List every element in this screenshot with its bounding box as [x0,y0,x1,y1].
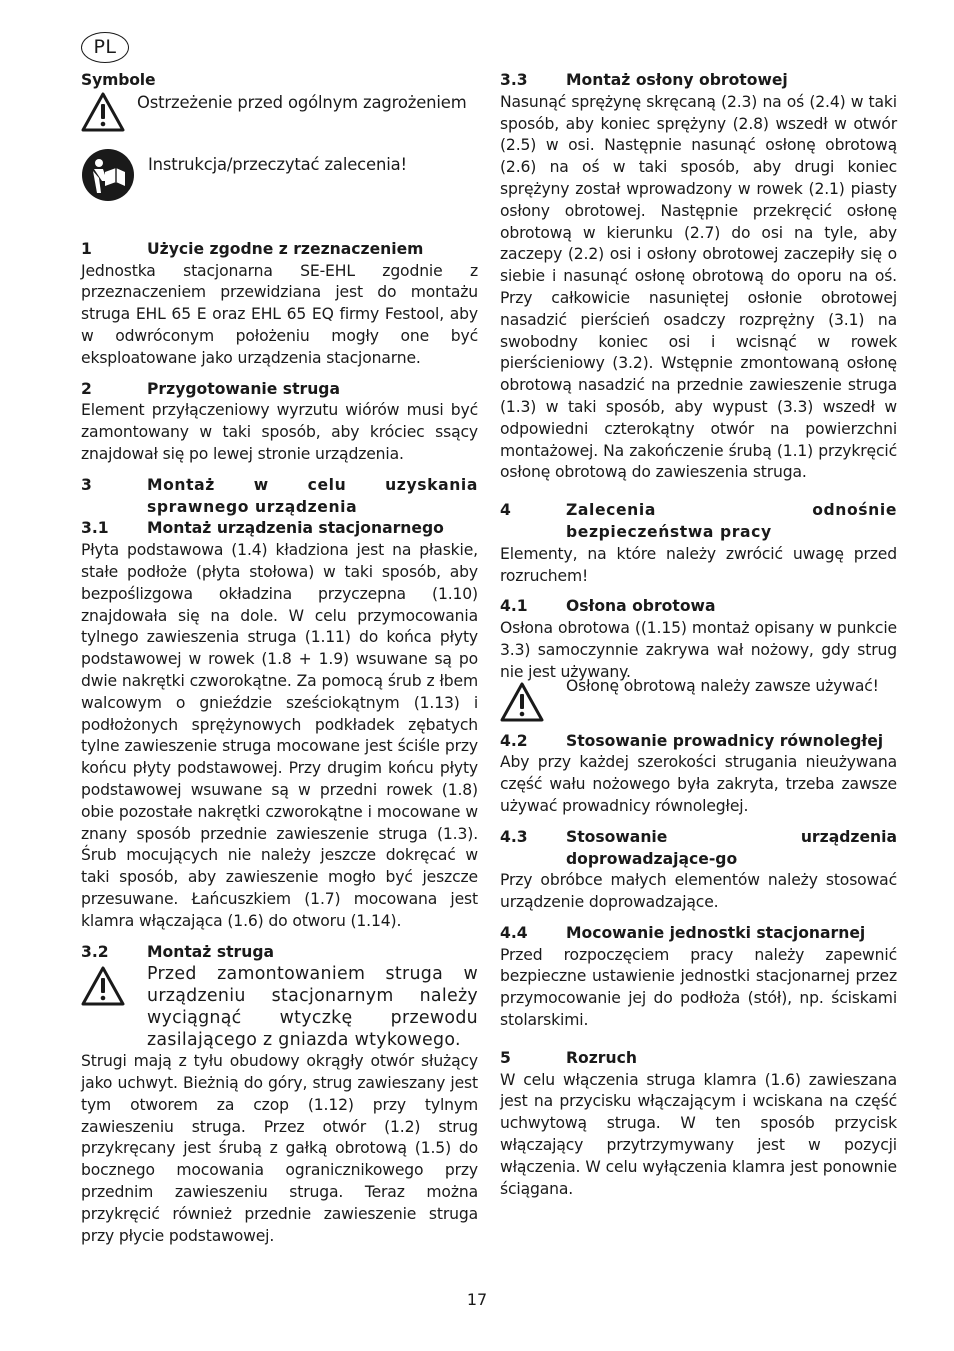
section-4-2-heading: 4.2 Stosowanie prowadnicy równoległej [500,731,884,750]
section-4-1-warning-text: Osłonę obrotową należy zawsze używać! [566,676,879,695]
symbols-heading: Symbole [81,71,156,89]
page-number: 17 [466,1290,488,1309]
section-4-1-text: Osłona obrotowa ((1.15) montaż opisany w punkcie 3.3) samoczynnie zakrywa wał nożowy, gdy strug nie jest używany. [500,619,897,681]
section-4-4-text: Przed rozpoczęciem pracy należy zapewnić bezpieczne ustawienie jednostki stacjonarnej przez przymocowanie jej do podłoża (stół), np. ściskami stolarskimi. [500,945,897,1030]
symbol-warning-row [81,92,478,132]
warning-triangle-icon [500,682,544,722]
section-5-heading: 5 Rozruch [500,1048,637,1067]
section-1-text: Jednostka stacjonarna SE-EHL zgodnie z przeznaczeniem przewidziana jest do montażu struga EHL 65 E oraz EHL 65 EQ firmy Festool, aby w odwróconym położeniu mogły one być eksploatowane jako urządzenia stacjonarne. [81,261,478,367]
section-4-1-heading: 4.1 Osłona obrotowa [500,597,716,616]
section-3-1-heading: 3.1 Montaż urządzenia stacjonarnego [81,519,444,538]
section-3-2-warning-text: Przed zamontowaniem struga w urządzeniu stacjonarnym należy wyciągnąć wtyczkę przewodu zasilającego z gniazda wtykowego. [147,964,478,1051]
section-2-heading: 2 Przygotowanie struga [81,379,340,398]
section-3-2-text: Strugi mają z tyłu obudowy okrągły otwór służący jako uchwyt. Bieżnią do góry, strug zawieszany jest tym otworem za czop (1.12) przy tylnym zawieszeniu struga. Przez otwór (1.2) strug przykręcany jest śrubą z gałką obrotową (1.5) do bocznego mocowania ogranicznikowego przy przednim zawieszeniu struga. Teraz można przykręcić również przednie zawieszenie struga przy płycie podstawowej. [81,1052,478,1245]
section-3-1-text: Płyta podstawowa (1.4) kładziona jest na płaskie, stałe podłoże (płyta stołowa) w taki sposób, aby bezpoślizgowa okładzina przyczepna (1.10) znajdowała się na dole. W celu przymocowania tylnego zawieszenia struga (1.11) do końca płyty podstawowej w rowek (1.8 + 1.9) wsuwane są po dwie nakrętki czworokątne. Za pomocą śrub z łbem walcowym o gnieździe sześciokątnym (1.13) i podłożonych sprężynowych podkładek zębatych tylne zawieszenie struga mocowane jest ściśle przy końcu płyty podstawowej. Przy drugim końcu płyty podstawowej wsuwane są w przedni rowek (1.8) obie pozostałe nakrętki czworokątne i mocowane w znany sposób przednie zawieszenie struga (1.3). Śrub mocujących nie należy jeszcze dokręcać w taki sposób, aby zawieszenie mogło być jeszcze przesuwane. Łańcuszkiem (1.7) mocowana jest klamra włączająca (1.6) do otworu (1.14). [81,541,478,930]
read-manual-icon [81,148,135,202]
section-5-text: W celu włączenia struga klamra (1.6) zawieszana jest na przycisku włączającym i wciskana na część uchwytową struga. W ten sposób przycisk włączający przytrzymywany jest w pozycji włączenia. W celu wyłączenia klamra jest ponownie ściągana. [500,1070,897,1198]
right-column [500,70,897,1200]
section-4-heading: 4 Zalecenia odnośnie bezpieczeństwa pracy [500,501,897,541]
section-4-text: Elementy, na które należy zwrócić uwagę przed rozruchem! [500,544,897,585]
section-1-heading: 1 Użycie zgodne z rzeznaczeniem [81,239,424,258]
section-3-3-text: Nasunąć sprężynę skręcaną (2.3) na oś (2.4) w taki sposób, aby koniec sprężyny (2.8) wszedł w otwór (2.5) w osi. Następnie nasunąć osłonę obrotową (2.6) na oś w taki sposób, aby drugi koniec sprężyny został wprowadzony w rowek (2.1) piasty osłony obrotowej. Następnie przekręcić osłonę obrotową w kierunku (2.7) do osi na tyle, aby zaczepy (2.2) osi i osłony obrotowej zaczepiły się o siebie i nasunąć osłonę obrotową do oporu na oś. Przy całkowicie nasuniętej osłonie obrotowej nasadzić pierścień osadczy rozprężny (3.1) na swobodny koniec osi i wcisnąć w rowek pierścieniowy (3.2). Wstępnie zmontowaną osłonę obrotową nasadzić na przednie zawieszenie struga (1.3) w taki sposób, aby wypust (3.3) wszedł w odpowiedni czterokątny otwór na powierzchni montażowej. Na zakończenie śrubą (1.1) przykręcić osłonę obrotową do zawieszenia struga. [500,92,897,482]
section-2-text: Element przyłączeniowy wyrzutu wiórów musi być zamontowany w taki sposób, aby króciec ssący znajdował się po lewej stronie urządzenia. [81,401,478,463]
left-column [81,70,478,1247]
section-4-2-text: Aby przy każdej szerokości strugania nieużywana część wału nożowego była zakryta, trzeba zawsze używać prowadnicy równoległej. [500,753,897,815]
section-4-3-text: Przy obróbce małych elementów należy stosować urządzenie doprowadzające. [500,871,897,912]
section-4-4-heading: 4.4 Mocowanie jednostki stacjonarnej [500,923,866,942]
symbol-warning-text: Ostrzeżenie przed ogólnym zagrożeniem [137,92,467,112]
symbol-read-text: Instrukcja/przeczytać zalecenia! [148,154,407,174]
symbol-read-row [81,148,478,202]
section-3-2-warning [81,963,478,1051]
language-badge: PL [81,32,129,63]
section-3-heading: 3 Montaż w celu uzyskania sprawnego urządzenia [81,475,478,516]
section-3-3-heading: 3.3 Montaż osłony obrotowej [500,71,788,89]
section-3-2-heading: 3.2 Montaż struga [81,942,275,961]
section-4-3-heading: 4.3 Stosowanie urządzenia doprowadzające-go [500,827,897,868]
warning-triangle-icon [81,92,125,132]
warning-triangle-icon [81,966,125,1006]
